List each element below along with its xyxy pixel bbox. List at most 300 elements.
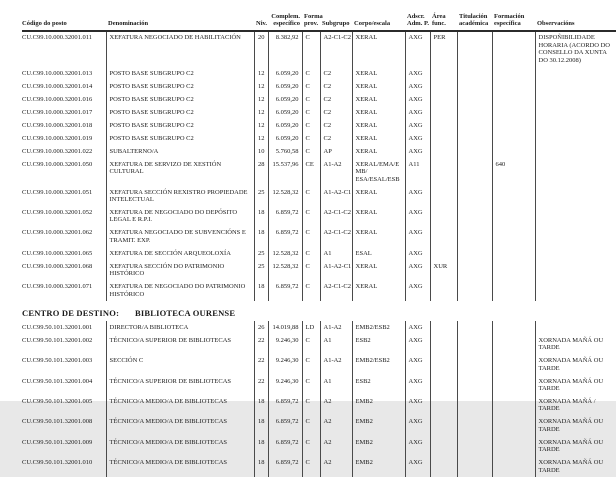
cell-titulacion bbox=[457, 186, 492, 206]
cell-niv: 12 bbox=[254, 132, 268, 145]
cell-codigo: CU.C99.10.000.32001.011 bbox=[22, 34, 92, 42]
cell-obs bbox=[535, 281, 616, 301]
cell-area bbox=[430, 395, 457, 415]
cell-forma: C bbox=[302, 416, 320, 436]
cell-obs: XORNADA MAÑÁ OU TARDE bbox=[535, 375, 616, 395]
cell-forma: C bbox=[302, 119, 320, 132]
cell-titulacion bbox=[457, 260, 492, 280]
cell-forma: C bbox=[302, 80, 320, 93]
table-header-row bbox=[22, 13, 616, 31]
cell-formacion bbox=[492, 80, 535, 93]
cell-formacion bbox=[492, 416, 535, 436]
cell-area bbox=[430, 206, 457, 226]
cell-denominacion: POSTO BASE SUBGRUPO C2 bbox=[106, 80, 254, 93]
cell-titulacion bbox=[457, 334, 492, 354]
cell-titulacion bbox=[457, 227, 492, 247]
cell-corpo: XERAL bbox=[352, 206, 405, 226]
cell-codigo: CU.C99.50.101.32001.002 bbox=[22, 336, 93, 344]
cell-corpo: XERAL/EMA/EMB/ ESA/ESAL/ESB bbox=[352, 158, 405, 186]
cell-denominacion: POSTO BASE SUBGRUPO C2 bbox=[106, 67, 254, 80]
cell-titulacion bbox=[457, 321, 492, 334]
cell-adscr: AXG bbox=[405, 321, 430, 334]
cell-subgrupo: C2 bbox=[320, 119, 352, 132]
table-row bbox=[22, 436, 616, 456]
cell-titulacion bbox=[457, 247, 492, 260]
cell-formacion bbox=[492, 227, 535, 247]
cell-obs bbox=[535, 227, 616, 247]
cell-denominacion: XEFATURA NEGOCIADO DE SUBVENCIÓNS E TRAMIT. EXP. bbox=[106, 227, 254, 247]
table-row bbox=[22, 158, 616, 186]
cell-area bbox=[430, 186, 457, 206]
cell-forma: C bbox=[302, 375, 320, 395]
cell-complem: 15.537,96 bbox=[268, 158, 302, 186]
cell-adscr: AXG bbox=[405, 355, 430, 375]
cell-codigo: CU.C99.10.000.32001.052 bbox=[22, 208, 93, 216]
cell-niv: 25 bbox=[254, 260, 268, 280]
cell-codigo: CU.C99.50.101.32001.005 bbox=[22, 397, 93, 405]
cell-titulacion bbox=[457, 93, 492, 106]
cell-denominacion: XEFATURA SECCIÓN DO PATRIMONIO HISTÓRICO bbox=[106, 260, 254, 280]
cell-obs bbox=[535, 119, 616, 132]
cell-subgrupo: A1-A2 bbox=[320, 355, 352, 375]
cell-adscr: AXG bbox=[405, 145, 430, 158]
column-header-subgrupo: Subgrupo bbox=[320, 13, 352, 31]
cell-denominacion: TÉCNICO/A MEDIO/A DE BIBLIOTECAS bbox=[106, 395, 254, 415]
cell-adscr: AXG bbox=[405, 247, 430, 260]
centro-de-destino-label: CENTRO DE DESTINO: bbox=[22, 308, 120, 319]
cell-corpo: EMB2 bbox=[352, 457, 405, 477]
cell-obs: XORNADA MAÑÁ OU TARDE bbox=[535, 355, 616, 375]
cell-forma: C bbox=[302, 31, 320, 67]
cell-titulacion bbox=[457, 375, 492, 395]
cell-complem: 6.859,72 bbox=[268, 227, 302, 247]
cell-corpo: XERAL bbox=[352, 281, 405, 301]
cell-obs bbox=[535, 158, 616, 186]
cell-formacion bbox=[492, 260, 535, 280]
cell-obs: XORNADA MAÑÁ OU TARDE bbox=[535, 334, 616, 354]
cell-formacion bbox=[492, 395, 535, 415]
cell-area bbox=[430, 93, 457, 106]
cell-adscr: AXG bbox=[405, 80, 430, 93]
cell-subgrupo: A2-C1-C2 bbox=[320, 31, 352, 67]
cell-formacion bbox=[492, 321, 535, 334]
cell-area bbox=[430, 334, 457, 354]
cell-corpo: EMB2 bbox=[352, 436, 405, 456]
cell-niv: 18 bbox=[254, 395, 268, 415]
cell-formacion bbox=[492, 106, 535, 119]
cell-formacion bbox=[492, 355, 535, 375]
cell-codigo: CU.C99.50.101.32001.004 bbox=[22, 377, 93, 385]
table-row bbox=[22, 80, 616, 93]
cell-area: XUR bbox=[430, 260, 457, 280]
cell-forma: C bbox=[302, 106, 320, 119]
cell-denominacion: TÉCNICO/A MEDIO/A DE BIBLIOTECAS bbox=[106, 436, 254, 456]
cell-codigo: CU.C99.10.000.32001.019 bbox=[22, 134, 93, 142]
cell-formacion bbox=[492, 375, 535, 395]
column-header-adscr-adm-p: Adscr. Adm. P. bbox=[405, 13, 430, 31]
cell-denominacion: SUBALTERNO/A bbox=[106, 145, 254, 158]
centro-de-destino-heading bbox=[22, 308, 616, 318]
cell-area bbox=[430, 416, 457, 436]
cell-corpo: XERAL bbox=[352, 31, 405, 67]
cell-denominacion: POSTO BASE SUBGRUPO C2 bbox=[106, 106, 254, 119]
cell-subgrupo: A2 bbox=[320, 457, 352, 477]
cell-formacion bbox=[492, 31, 535, 67]
cell-obs bbox=[535, 93, 616, 106]
column-header-forma-prov: Forma prov. bbox=[302, 13, 320, 31]
cell-codigo: CU.C99.10.000.32001.065 bbox=[22, 249, 93, 257]
cell-subgrupo: A1-A2-C1 bbox=[320, 186, 352, 206]
cell-titulacion bbox=[457, 416, 492, 436]
cell-complem: 6.059,20 bbox=[268, 80, 302, 93]
cell-niv: 18 bbox=[254, 281, 268, 301]
cell-titulacion bbox=[457, 355, 492, 375]
cell-complem: 9.246,30 bbox=[268, 334, 302, 354]
cell-denominacion: POSTO BASE SUBGRUPO C2 bbox=[106, 119, 254, 132]
cell-subgrupo: C2 bbox=[320, 80, 352, 93]
cell-complem: 6.059,20 bbox=[268, 119, 302, 132]
table-row bbox=[22, 206, 616, 226]
cell-forma: C bbox=[302, 67, 320, 80]
cell-denominacion: TÉCNICO/A MEDIO/A DE BIBLIOTECAS bbox=[106, 457, 254, 477]
cell-obs bbox=[535, 186, 616, 206]
cell-codigo: CU.C99.10.000.32001.071 bbox=[22, 283, 93, 291]
cell-area bbox=[430, 436, 457, 456]
cell-niv: 12 bbox=[254, 106, 268, 119]
column-header-codigo: Código do posto bbox=[22, 13, 106, 31]
table-row bbox=[22, 260, 616, 280]
cell-corpo: ESB2 bbox=[352, 334, 405, 354]
cell-corpo: XERAL bbox=[352, 260, 405, 280]
cell-complem: 5.760,58 bbox=[268, 145, 302, 158]
cell-subgrupo: A2-C1-C2 bbox=[320, 281, 352, 301]
cell-niv: 22 bbox=[254, 334, 268, 354]
table-row bbox=[22, 186, 616, 206]
column-header-complem-especifico: Complem. específico bbox=[268, 13, 302, 31]
table-row bbox=[22, 119, 616, 132]
cell-corpo: XERAL bbox=[352, 227, 405, 247]
cell-obs bbox=[535, 106, 616, 119]
table-row bbox=[22, 334, 616, 354]
rpt-table-section-2 bbox=[22, 321, 616, 477]
cell-codigo: CU.C99.10.000.32001.068 bbox=[22, 262, 93, 270]
cell-denominacion: XEFATURA DE SERVIZO DE XESTIÓN CULTURAL bbox=[106, 158, 254, 186]
cell-obs bbox=[535, 260, 616, 280]
cell-formacion bbox=[492, 247, 535, 260]
cell-corpo: EMB2 bbox=[352, 416, 405, 436]
cell-codigo: CU.C99.10.000.32001.014 bbox=[22, 82, 93, 90]
table-row bbox=[22, 457, 616, 477]
cell-niv: 28 bbox=[254, 158, 268, 186]
cell-area: PER bbox=[430, 31, 457, 67]
cell-corpo: XERAL bbox=[352, 106, 405, 119]
cell-adscr: AXG bbox=[405, 119, 430, 132]
cell-niv: 20 bbox=[254, 31, 268, 67]
cell-codigo: CU.C99.50.101.32001.008 bbox=[22, 418, 93, 426]
cell-corpo: XERAL bbox=[352, 186, 405, 206]
cell-corpo: XERAL bbox=[352, 145, 405, 158]
cell-corpo: EMB2/ESB2 bbox=[352, 321, 405, 334]
cell-formacion bbox=[492, 67, 535, 80]
cell-titulacion bbox=[457, 457, 492, 477]
cell-titulacion bbox=[457, 145, 492, 158]
cell-titulacion bbox=[457, 436, 492, 456]
cell-forma: C bbox=[302, 227, 320, 247]
cell-niv: 12 bbox=[254, 119, 268, 132]
table-body-section-1 bbox=[22, 31, 616, 301]
column-header-formacion-especifica: Formación específica bbox=[492, 13, 535, 31]
cell-corpo: ESB2 bbox=[352, 375, 405, 395]
cell-niv: 10 bbox=[254, 145, 268, 158]
cell-complem: 6.859,72 bbox=[268, 416, 302, 436]
table-row bbox=[22, 321, 616, 334]
cell-forma: LD bbox=[302, 321, 320, 334]
cell-complem: 9.246,30 bbox=[268, 355, 302, 375]
cell-complem: 6.859,72 bbox=[268, 206, 302, 226]
cell-complem: 8.382,92 bbox=[268, 31, 302, 67]
cell-subgrupo: A1-A2-C1 bbox=[320, 260, 352, 280]
cell-complem: 6.059,20 bbox=[268, 132, 302, 145]
cell-corpo: XERAL bbox=[352, 93, 405, 106]
cell-codigo: CU.C99.50.101.32001.010 bbox=[22, 459, 93, 467]
column-header-area-func: Área func. bbox=[430, 13, 457, 31]
cell-niv: 25 bbox=[254, 247, 268, 260]
cell-area bbox=[430, 145, 457, 158]
cell-adscr: AXG bbox=[405, 132, 430, 145]
cell-complem: 6.859,72 bbox=[268, 281, 302, 301]
cell-codigo: CU.C99.10.000.32001.051 bbox=[22, 188, 93, 196]
cell-formacion bbox=[492, 145, 535, 158]
cell-obs bbox=[535, 80, 616, 93]
cell-titulacion bbox=[457, 132, 492, 145]
cell-titulacion bbox=[457, 119, 492, 132]
cell-adscr: AXG bbox=[405, 106, 430, 119]
cell-codigo: CU.C99.50.101.32001.009 bbox=[22, 438, 93, 446]
cell-niv: 18 bbox=[254, 436, 268, 456]
cell-corpo: XERAL bbox=[352, 132, 405, 145]
cell-subgrupo: C2 bbox=[320, 67, 352, 80]
table-row bbox=[22, 132, 616, 145]
table-row bbox=[22, 145, 616, 158]
cell-complem: 12.528,32 bbox=[268, 186, 302, 206]
cell-complem: 6.059,20 bbox=[268, 67, 302, 80]
cell-denominacion: DIRECTOR/A BIBLIOTECA bbox=[106, 321, 254, 334]
cell-niv: 18 bbox=[254, 227, 268, 247]
cell-adscr: AXG bbox=[405, 416, 430, 436]
cell-adscr: A11 bbox=[405, 158, 430, 186]
cell-forma: C bbox=[302, 281, 320, 301]
cell-subgrupo: A2-C1-C2 bbox=[320, 206, 352, 226]
cell-codigo: CU.C99.10.000.32001.050 bbox=[22, 160, 93, 168]
cell-area bbox=[430, 119, 457, 132]
cell-titulacion bbox=[457, 80, 492, 93]
cell-subgrupo: A1-A2 bbox=[320, 158, 352, 186]
cell-formacion bbox=[492, 281, 535, 301]
cell-area bbox=[430, 247, 457, 260]
cell-subgrupo: A2 bbox=[320, 436, 352, 456]
cell-titulacion bbox=[457, 158, 492, 186]
table-row bbox=[22, 31, 616, 67]
cell-niv: 18 bbox=[254, 457, 268, 477]
table-row bbox=[22, 281, 616, 301]
cell-forma: C bbox=[302, 334, 320, 354]
cell-titulacion bbox=[457, 31, 492, 67]
cell-formacion bbox=[492, 93, 535, 106]
cell-codigo: CU.C99.10.000.32001.018 bbox=[22, 121, 93, 129]
cell-titulacion bbox=[457, 206, 492, 226]
cell-area bbox=[430, 457, 457, 477]
cell-corpo: XERAL bbox=[352, 119, 405, 132]
cell-codigo: CU.C99.50.101.32001.003 bbox=[22, 357, 93, 365]
cell-complem: 6.859,72 bbox=[268, 395, 302, 415]
column-header-titulacion-academica: Titulación académica bbox=[457, 13, 492, 31]
cell-forma: C bbox=[302, 260, 320, 280]
cell-subgrupo: A1 bbox=[320, 334, 352, 354]
cell-area bbox=[430, 132, 457, 145]
cell-obs: XORNADA MAÑÁ OU TARDE bbox=[535, 457, 616, 477]
table-row bbox=[22, 395, 616, 415]
table-row bbox=[22, 67, 616, 80]
cell-adscr: AXG bbox=[405, 260, 430, 280]
cell-subgrupo: A2 bbox=[320, 416, 352, 436]
column-header-niv: Niv. bbox=[254, 13, 268, 31]
cell-corpo: XERAL bbox=[352, 80, 405, 93]
cell-area bbox=[430, 158, 457, 186]
cell-codigo: CU.C99.10.000.32001.016 bbox=[22, 95, 93, 103]
cell-forma: C bbox=[302, 457, 320, 477]
rpt-table-section-1 bbox=[22, 13, 616, 301]
cell-complem: 6.859,72 bbox=[268, 457, 302, 477]
cell-niv: 18 bbox=[254, 206, 268, 226]
cell-adscr: AXG bbox=[405, 334, 430, 354]
cell-obs: XORNADA MAÑÁ / TARDE bbox=[535, 395, 616, 415]
cell-complem: 6.059,20 bbox=[268, 106, 302, 119]
cell-niv: 26 bbox=[254, 321, 268, 334]
column-header-observacions: Observacións bbox=[535, 13, 616, 31]
cell-subgrupo: AP bbox=[320, 145, 352, 158]
cell-complem: 12.528,32 bbox=[268, 247, 302, 260]
cell-forma: C bbox=[302, 93, 320, 106]
cell-formacion bbox=[492, 186, 535, 206]
cell-titulacion bbox=[457, 67, 492, 80]
cell-denominacion: POSTO BASE SUBGRUPO C2 bbox=[106, 93, 254, 106]
cell-obs bbox=[535, 321, 616, 334]
cell-area bbox=[430, 355, 457, 375]
cell-formacion bbox=[492, 457, 535, 477]
cell-formacion bbox=[492, 334, 535, 354]
cell-corpo: ESAL bbox=[352, 247, 405, 260]
cell-complem: 6.059,20 bbox=[268, 93, 302, 106]
cell-adscr: AXG bbox=[405, 375, 430, 395]
cell-adscr: AXG bbox=[405, 395, 430, 415]
cell-corpo: EMB2/ESB2 bbox=[352, 355, 405, 375]
cell-corpo: XERAL bbox=[352, 67, 405, 80]
table-row bbox=[22, 227, 616, 247]
cell-niv: 22 bbox=[254, 375, 268, 395]
cell-adscr: AXG bbox=[405, 227, 430, 247]
cell-subgrupo: C2 bbox=[320, 93, 352, 106]
cell-subgrupo: A2 bbox=[320, 395, 352, 415]
cell-formacion bbox=[492, 206, 535, 226]
cell-area bbox=[430, 80, 457, 93]
cell-codigo: CU.C99.10.000.32001.017 bbox=[22, 108, 93, 116]
cell-denominacion: XEFATURA DE NEGOCIADO DO DEPÓSITO LEGAL E R.P.I. bbox=[106, 206, 254, 226]
cell-area bbox=[430, 375, 457, 395]
cell-subgrupo: A1 bbox=[320, 375, 352, 395]
cell-forma: C bbox=[302, 395, 320, 415]
centro-de-destino-value: BIBLIOTECA OURENSE bbox=[135, 308, 236, 319]
cell-adscr: AXG bbox=[405, 281, 430, 301]
cell-niv: 12 bbox=[254, 93, 268, 106]
cell-adscr: AXG bbox=[405, 186, 430, 206]
cell-area bbox=[430, 321, 457, 334]
cell-forma: C bbox=[302, 436, 320, 456]
cell-subgrupo: A1 bbox=[320, 247, 352, 260]
cell-area bbox=[430, 281, 457, 301]
table-row bbox=[22, 416, 616, 436]
table-row bbox=[22, 247, 616, 260]
cell-forma: C bbox=[302, 186, 320, 206]
cell-formacion: 640 bbox=[492, 158, 535, 186]
cell-niv: 22 bbox=[254, 355, 268, 375]
cell-formacion bbox=[492, 119, 535, 132]
cell-adscr: AXG bbox=[405, 436, 430, 456]
cell-obs bbox=[535, 247, 616, 260]
cell-obs: DISPOÑIBILIDADE HORARIA (ACORDO DO CONSELLO DA XUNTA DO 30.12.2008) bbox=[535, 31, 616, 67]
cell-adscr: AXG bbox=[405, 67, 430, 80]
cell-subgrupo: C2 bbox=[320, 106, 352, 119]
cell-corpo: EMB2 bbox=[352, 395, 405, 415]
cell-obs: XORNADA MAÑÁ OU TARDE bbox=[535, 416, 616, 436]
cell-complem: 6.859,72 bbox=[268, 436, 302, 456]
column-header-corpo-escala: Corpo/escala bbox=[352, 13, 405, 31]
cell-denominacion: XEFATURA SECCIÓN REXISTRO PROPIEDADE INTELECTUAL bbox=[106, 186, 254, 206]
cell-niv: 18 bbox=[254, 416, 268, 436]
cell-forma: C bbox=[302, 145, 320, 158]
cell-formacion bbox=[492, 436, 535, 456]
cell-codigo: CU.C99.50.101.32001.001 bbox=[22, 323, 93, 331]
table-row bbox=[22, 93, 616, 106]
cell-forma: CE bbox=[302, 158, 320, 186]
cell-denominacion: POSTO BASE SUBGRUPO C2 bbox=[106, 132, 254, 145]
table-row bbox=[22, 375, 616, 395]
cell-subgrupo: A2-C1-C2 bbox=[320, 227, 352, 247]
table-row bbox=[22, 355, 616, 375]
cell-codigo: CU.C99.10.000.32001.022 bbox=[22, 147, 93, 155]
cell-obs: XORNADA MAÑÁ OU TARDE bbox=[535, 436, 616, 456]
table-body-section-2 bbox=[22, 321, 616, 477]
cell-denominacion: XEFATURA NEGOCIADO DE HABILITACIÓN bbox=[106, 31, 254, 67]
cell-forma: C bbox=[302, 355, 320, 375]
cell-denominacion: TÉCNICO/A MEDIO/A DE BIBLIOTECAS bbox=[106, 416, 254, 436]
cell-niv: 12 bbox=[254, 67, 268, 80]
cell-denominacion: XEFATURA DE SECCIÓN ARQUEOLOXÍA bbox=[106, 247, 254, 260]
cell-titulacion bbox=[457, 106, 492, 119]
cell-area bbox=[430, 67, 457, 80]
cell-denominacion: TÉCNICO/A SUPERIOR DE BIBLIOTECAS bbox=[106, 375, 254, 395]
column-header-denominacion: Denominación bbox=[106, 13, 254, 31]
cell-titulacion bbox=[457, 281, 492, 301]
cell-obs bbox=[535, 132, 616, 145]
cell-niv: 25 bbox=[254, 186, 268, 206]
cell-niv: 12 bbox=[254, 80, 268, 93]
cell-denominacion: XEFATURA DE NEGOCIADO DO PATRIMONIO HISTÓRICO bbox=[106, 281, 254, 301]
cell-subgrupo: A1-A2 bbox=[320, 321, 352, 334]
cell-forma: C bbox=[302, 206, 320, 226]
cell-forma: C bbox=[302, 132, 320, 145]
cell-adscr: AXG bbox=[405, 206, 430, 226]
cell-subgrupo: C2 bbox=[320, 132, 352, 145]
